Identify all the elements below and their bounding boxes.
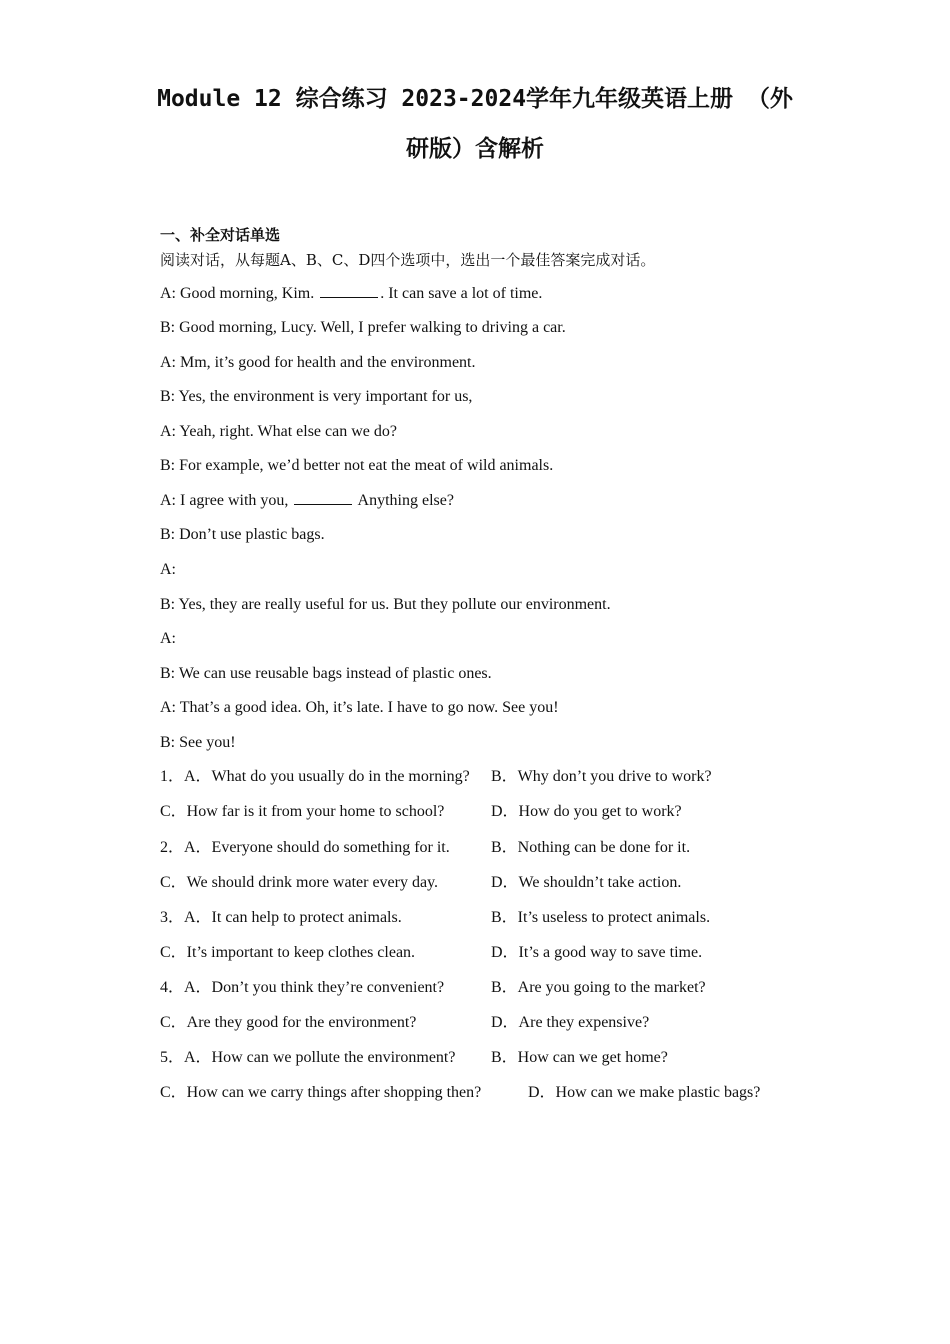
- dialogue-line: B: Good morning, Lucy. Well, I prefer walking to driving a car.: [160, 319, 566, 336]
- question-5-option-b: B．How can we get home?: [491, 1049, 668, 1066]
- dialogue-text: A: Good morning, Kim.: [160, 285, 319, 302]
- question-5-option-c: C．How can we carry things after shopping then?: [160, 1084, 482, 1101]
- dialogue-line: A:: [160, 630, 176, 647]
- question-1-option-b: B．Why don’t you drive to work?: [491, 768, 712, 785]
- dialogue-line: B: Yes, they are really useful for us. But they pollute our environment.: [160, 596, 611, 613]
- dialogue-line: B: See you!: [160, 734, 236, 751]
- question-1-option-d: D．How do you get to work?: [491, 803, 682, 820]
- answer-blank: [320, 283, 378, 298]
- document-title-line-1: Module 12 综合练习 2023-2024学年九年级英语上册 （外: [157, 86, 793, 112]
- question-2-option-d: D．We shouldn’t take action.: [491, 874, 682, 891]
- section-instruction: 阅读对话，从每题A、B、C、D四个选项中，选出一个最佳答案完成对话。: [160, 251, 656, 269]
- question-4-option-d: D．Are they expensive?: [491, 1014, 650, 1031]
- question-5-option-d: D．How can we make plastic bags?: [528, 1084, 761, 1101]
- question-2-option-a: 2．A．Everyone should do something for it.: [160, 839, 450, 856]
- question-2-option-b: B．Nothing can be done for it.: [491, 839, 691, 856]
- question-3-option-d: D．It’s a good way to save time.: [491, 944, 703, 961]
- dialogue-line: [160, 283, 542, 305]
- answer-blank: [294, 490, 352, 505]
- question-4-option-a: 4．A．Don’t you think they’re convenient?: [160, 979, 445, 996]
- question-3-option-a: 3．A．It can help to protect animals.: [160, 909, 402, 926]
- question-1-option-c: C．How far is it from your home to school?: [160, 803, 445, 820]
- dialogue-line: [160, 490, 454, 512]
- dialogue-text: A: I agree with you,: [160, 492, 293, 509]
- dialogue-line: A: Mm, it’s good for health and the environment.: [160, 354, 476, 371]
- question-1-option-a: 1．A．What do you usually do in the morning?: [160, 768, 470, 785]
- dialogue-text: . It can save a lot of time.: [380, 285, 543, 302]
- dialogue-line: B: For example, we’d better not eat the meat of wild animals.: [160, 457, 554, 474]
- question-4-option-c: C．Are they good for the environment?: [160, 1014, 417, 1031]
- question-3-option-c: C．It’s important to keep clothes clean.: [160, 944, 416, 961]
- question-4-option-b: B．Are you going to the market?: [491, 979, 706, 996]
- dialogue-text: Anything else?: [354, 492, 454, 509]
- question-3-option-b: B．It’s useless to protect animals.: [491, 909, 711, 926]
- dialogue-line: B: We can use reusable bags instead of plastic ones.: [160, 665, 492, 682]
- document-title-line-2: 研版）含解析: [406, 136, 544, 162]
- question-5-option-a: 5．A．How can we pollute the environment?: [160, 1049, 456, 1066]
- dialogue-line: A: Yeah, right. What else can we do?: [160, 423, 397, 440]
- dialogue-line: B: Yes, the environment is very important for us,: [160, 388, 473, 405]
- section-heading: 一、补全对话单选: [160, 226, 281, 244]
- dialogue-line: B: Don’t use plastic bags.: [160, 526, 325, 543]
- dialogue-line: A:: [160, 561, 176, 578]
- dialogue-line: A: That’s a good idea. Oh, it’s late. I have to go now. See you!: [160, 699, 559, 716]
- question-2-option-c: C．We should drink more water every day.: [160, 874, 439, 891]
